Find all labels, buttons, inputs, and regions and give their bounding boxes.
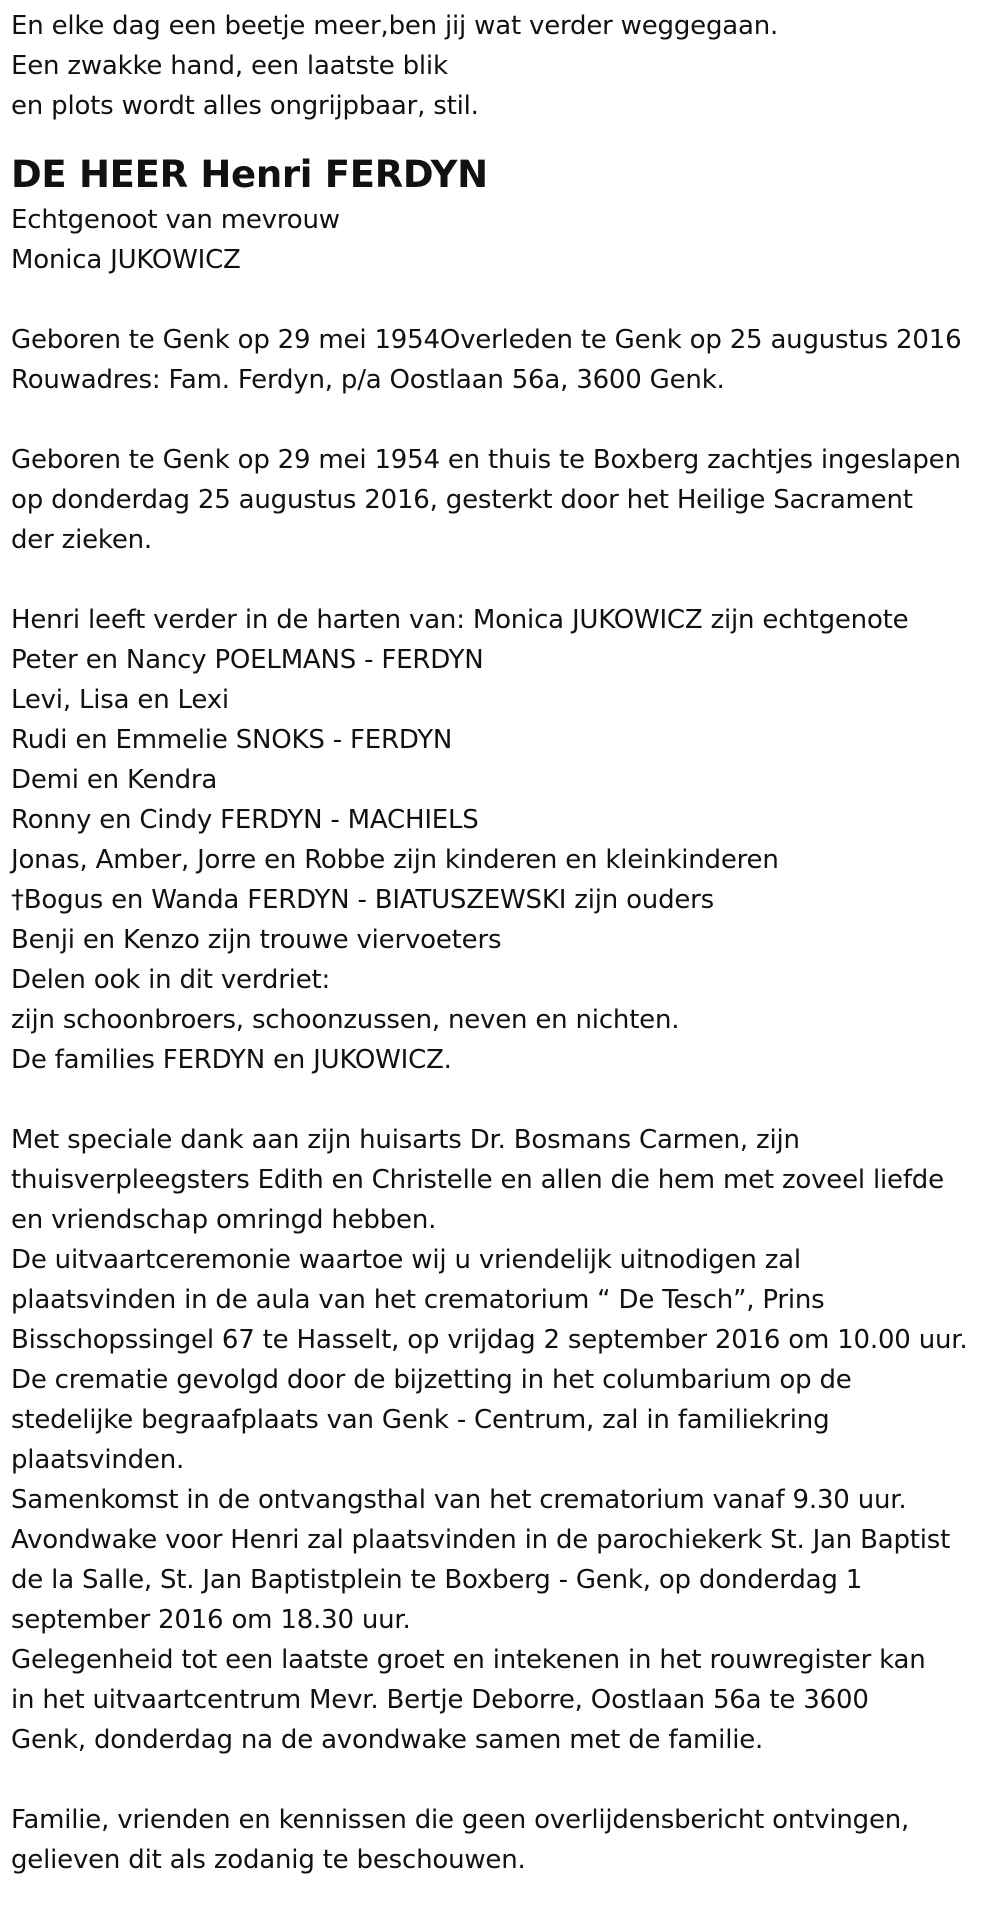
ceremony-line: Samenkomst in de ontvangsthal van het crematorium vanaf 9.30 uur.: [11, 1485, 907, 1515]
ceremony-line: Met speciale dank aan zijn huisarts Dr. Bosmans Carmen, zijn: [11, 1125, 800, 1155]
poem-line: en plots wordt alles ongrijpbaar, stil.: [11, 91, 479, 121]
family-line: Rudi en Emmelie SNOKS - FERDYN: [11, 725, 453, 755]
poem-section: [11, 6, 1000, 126]
family-line: Benji en Kenzo zijn trouwe viervoeters: [11, 925, 502, 955]
family-line: Jonas, Amber, Jorre en Robbe zijn kinderen en kleinkinderen: [11, 845, 779, 875]
ceremony-line: plaatsvinden in de aula van het crematorium “ De Tesch”, Prins: [11, 1285, 825, 1315]
dates-address-section: [11, 320, 1000, 400]
family-line: †Bogus en Wanda FERDYN - BIATUSZEWSKI zijn ouders: [11, 885, 715, 915]
ceremony-line: Bisschopssingel 67 te Hasselt, op vrijdag 2 september 2016 om 10.00 uur.: [11, 1325, 968, 1355]
family-line: zijn schoonbroers, schoonzussen, neven en nichten.: [11, 1005, 680, 1035]
ceremony-line: De uitvaartceremonie waartoe wij u vriendelijk uitnodigen zal: [11, 1245, 801, 1275]
ceremony-line: Genk, donderdag na de avondwake samen met de familie.: [11, 1725, 764, 1755]
obituary-document: [0, 6, 1000, 1880]
birth-death-line: der zieken.: [11, 525, 152, 555]
ceremony-line: plaatsvinden.: [11, 1445, 185, 1475]
spouse-section: [11, 200, 1000, 280]
ceremony-line: de la Salle, St. Jan Baptistplein te Boxberg - Genk, op donderdag 1: [11, 1565, 863, 1595]
birth-death-line: Geboren te Genk op 29 mei 1954 en thuis te Boxberg zachtjes ingeslapen: [11, 445, 961, 475]
family-line: Ronny en Cindy FERDYN - MACHIELS: [11, 805, 479, 835]
spouse-line: Monica JUKOWICZ: [11, 245, 241, 275]
closing-line: Familie, vrienden en kennissen die geen overlijdensbericht ontvingen,: [11, 1805, 910, 1835]
poem-line: Een zwakke hand, een laatste blik: [11, 51, 448, 81]
family-line: Peter en Nancy POELMANS - FERDYN: [11, 645, 484, 675]
address-line: Rouwadres: Fam. Ferdyn, p/a Oostlaan 56a, 3600 Genk.: [11, 365, 725, 395]
closing-line: gelieven dit als zodanig te beschouwen.: [11, 1845, 526, 1875]
ceremony-line: De crematie gevolgd door de bijzetting in het columbarium op de: [11, 1365, 852, 1395]
family-line: Delen ook in dit verdriet:: [11, 965, 331, 995]
ceremony-line: en vriendschap omringd hebben.: [11, 1205, 437, 1235]
ceremony-line: in het uitvaartcentrum Mevr. Bertje Deborre, Oostlaan 56a te 3600: [11, 1685, 869, 1715]
ceremony-line: Gelegenheid tot een laatste groet en intekenen in het rouwregister kan: [11, 1645, 926, 1675]
deceased-name-title: DE HEER Henri FERDYN: [11, 153, 488, 196]
family-line: De families FERDYN en JUKOWICZ.: [11, 1045, 452, 1075]
dates-line: Geboren te Genk op 29 mei 1954Overleden te Genk op 25 augustus 2016: [11, 325, 962, 355]
ceremony-section: [11, 1120, 1000, 1760]
birth-death-section: [11, 440, 1000, 560]
ceremony-line: september 2016 om 18.30 uur.: [11, 1605, 411, 1635]
ceremony-line: stedelijke begraafplaats van Genk - Centrum, zal in familiekring: [11, 1405, 830, 1435]
birth-death-line: op donderdag 25 augustus 2016, gesterkt door het Heilige Sacrament: [11, 485, 913, 515]
closing-section: [11, 1800, 1000, 1880]
family-line: Henri leeft verder in de harten van: Monica JUKOWICZ zijn echtgenote: [11, 605, 909, 635]
spouse-line: Echtgenoot van mevrouw: [11, 205, 340, 235]
family-line: Demi en Kendra: [11, 765, 218, 795]
poem-line: En elke dag een beetje meer,ben jij wat verder weggegaan.: [11, 11, 779, 41]
ceremony-line: Avondwake voor Henri zal plaatsvinden in de parochiekerk St. Jan Baptist: [11, 1525, 951, 1555]
ceremony-line: thuisverpleegsters Edith en Christelle en allen die hem met zoveel liefde: [11, 1165, 944, 1195]
family-line: Levi, Lisa en Lexi: [11, 685, 229, 715]
family-section: [11, 600, 1000, 1080]
